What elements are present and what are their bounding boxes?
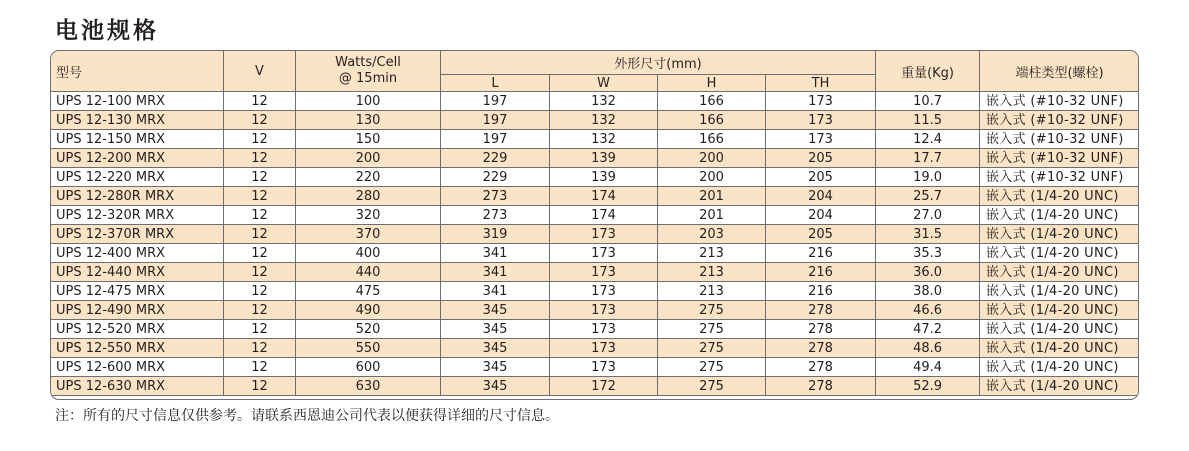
- cell-model: UPS 12-280R MRX: [51, 187, 224, 206]
- cell-model: UPS 12-150 MRX: [51, 130, 224, 149]
- cell-model: UPS 12-130 MRX: [51, 111, 224, 130]
- spec-table-body: [51, 92, 1140, 396]
- cell-total-height: 204: [766, 187, 876, 206]
- cell-model: UPS 12-100 MRX: [51, 92, 224, 111]
- cell-width: 173: [550, 244, 658, 263]
- cell-total-height: 205: [766, 168, 876, 187]
- cell-total-height: 173: [766, 92, 876, 111]
- table-row: [51, 320, 1140, 339]
- cell-model: UPS 12-600 MRX: [51, 358, 224, 377]
- cell-length: 345: [441, 320, 550, 339]
- cell-height: 213: [658, 244, 766, 263]
- cell-weight: 35.3: [876, 244, 980, 263]
- cell-model: UPS 12-220 MRX: [51, 168, 224, 187]
- cell-weight: 19.0: [876, 168, 980, 187]
- cell-length: 319: [441, 225, 550, 244]
- table-row: [51, 92, 1140, 111]
- cell-width: 173: [550, 320, 658, 339]
- cell-terminal: 嵌入式 (1/4-20 UNC): [980, 206, 1139, 225]
- cell-height: 201: [658, 187, 766, 206]
- cell-total-height: 278: [766, 320, 876, 339]
- cell-terminal: 嵌入式 (#10-32 UNF): [980, 111, 1139, 130]
- cell-voltage: 12: [224, 339, 296, 358]
- table-row: [51, 111, 1140, 130]
- table-row: [51, 358, 1140, 377]
- battery-spec-table: [50, 50, 1139, 400]
- cell-width: 172: [550, 377, 658, 396]
- table-row: [51, 168, 1140, 187]
- header-weight: 重量(Kg): [876, 51, 980, 92]
- cell-watts: 130: [296, 111, 441, 130]
- cell-watts: 600: [296, 358, 441, 377]
- cell-length: 341: [441, 263, 550, 282]
- cell-terminal: 嵌入式 (1/4-20 UNC): [980, 263, 1139, 282]
- cell-weight: 17.7: [876, 149, 980, 168]
- cell-watts: 400: [296, 244, 441, 263]
- cell-weight: 49.4: [876, 358, 980, 377]
- cell-weight: 36.0: [876, 263, 980, 282]
- cell-terminal: 嵌入式 (1/4-20 UNC): [980, 225, 1139, 244]
- cell-height: 275: [658, 320, 766, 339]
- cell-length: 345: [441, 358, 550, 377]
- cell-total-height: 204: [766, 206, 876, 225]
- cell-voltage: 12: [224, 320, 296, 339]
- cell-length: 345: [441, 301, 550, 320]
- cell-voltage: 12: [224, 206, 296, 225]
- cell-length: 345: [441, 339, 550, 358]
- cell-voltage: 12: [224, 92, 296, 111]
- cell-voltage: 12: [224, 358, 296, 377]
- cell-total-height: 278: [766, 301, 876, 320]
- header-dimensions: 外形尺寸(mm): [441, 51, 876, 75]
- cell-model: UPS 12-400 MRX: [51, 244, 224, 263]
- cell-total-height: 278: [766, 339, 876, 358]
- table-row: [51, 244, 1140, 263]
- cell-width: 139: [550, 149, 658, 168]
- cell-voltage: 12: [224, 168, 296, 187]
- cell-weight: 27.0: [876, 206, 980, 225]
- cell-total-height: 173: [766, 111, 876, 130]
- table-row: [51, 187, 1140, 206]
- cell-weight: 38.0: [876, 282, 980, 301]
- cell-watts: 550: [296, 339, 441, 358]
- cell-terminal: 嵌入式 (1/4-20 UNC): [980, 358, 1139, 377]
- cell-voltage: 12: [224, 377, 296, 396]
- table-row: [51, 301, 1140, 320]
- header-height: H: [658, 75, 766, 92]
- cell-weight: 10.7: [876, 92, 980, 111]
- cell-model: UPS 12-630 MRX: [51, 377, 224, 396]
- cell-watts: 150: [296, 130, 441, 149]
- cell-voltage: 12: [224, 244, 296, 263]
- cell-model: UPS 12-475 MRX: [51, 282, 224, 301]
- cell-width: 173: [550, 339, 658, 358]
- cell-terminal: 嵌入式 (1/4-20 UNC): [980, 187, 1139, 206]
- cell-voltage: 12: [224, 149, 296, 168]
- header-row: [51, 51, 1140, 75]
- cell-weight: 11.5: [876, 111, 980, 130]
- cell-weight: 46.6: [876, 301, 980, 320]
- cell-voltage: 12: [224, 282, 296, 301]
- cell-width: 173: [550, 282, 658, 301]
- cell-terminal: 嵌入式 (#10-32 UNF): [980, 92, 1139, 111]
- cell-model: UPS 12-550 MRX: [51, 339, 224, 358]
- cell-model: UPS 12-200 MRX: [51, 149, 224, 168]
- spec-table: [50, 50, 1139, 396]
- cell-total-height: 216: [766, 282, 876, 301]
- cell-watts: 475: [296, 282, 441, 301]
- cell-height: 275: [658, 377, 766, 396]
- cell-height: 166: [658, 92, 766, 111]
- cell-watts: 220: [296, 168, 441, 187]
- table-row: [51, 377, 1140, 396]
- cell-weight: 31.5: [876, 225, 980, 244]
- cell-voltage: 12: [224, 187, 296, 206]
- cell-weight: 25.7: [876, 187, 980, 206]
- cell-length: 273: [441, 206, 550, 225]
- cell-watts: 520: [296, 320, 441, 339]
- footnote: 注：所有的尺寸信息仅供参考。请联系西恩迪公司代表以便获得详细的尺寸信息。: [55, 408, 559, 424]
- cell-height: 200: [658, 149, 766, 168]
- cell-watts: 490: [296, 301, 441, 320]
- table-row: [51, 149, 1140, 168]
- header-length: L: [441, 75, 550, 92]
- cell-terminal: 嵌入式 (1/4-20 UNC): [980, 301, 1139, 320]
- cell-watts: 630: [296, 377, 441, 396]
- cell-weight: 12.4: [876, 130, 980, 149]
- cell-total-height: 173: [766, 130, 876, 149]
- cell-length: 229: [441, 149, 550, 168]
- cell-voltage: 12: [224, 130, 296, 149]
- header-model: 型号: [51, 51, 224, 92]
- cell-watts: 280: [296, 187, 441, 206]
- cell-height: 213: [658, 282, 766, 301]
- cell-watts: 320: [296, 206, 441, 225]
- header-watts-line2: @ 15min: [338, 71, 398, 86]
- cell-weight: 47.2: [876, 320, 980, 339]
- cell-width: 173: [550, 263, 658, 282]
- cell-voltage: 12: [224, 301, 296, 320]
- cell-width: 132: [550, 111, 658, 130]
- cell-length: 345: [441, 377, 550, 396]
- cell-terminal: 嵌入式 (1/4-20 UNC): [980, 320, 1139, 339]
- cell-total-height: 205: [766, 149, 876, 168]
- table-row: [51, 225, 1140, 244]
- cell-height: 166: [658, 111, 766, 130]
- cell-total-height: 278: [766, 358, 876, 377]
- header-watts-line1: Watts/Cell: [335, 55, 401, 70]
- cell-height: 275: [658, 358, 766, 377]
- cell-width: 174: [550, 187, 658, 206]
- cell-watts: 370: [296, 225, 441, 244]
- cell-total-height: 205: [766, 225, 876, 244]
- cell-length: 341: [441, 244, 550, 263]
- cell-width: 132: [550, 130, 658, 149]
- cell-height: 203: [658, 225, 766, 244]
- cell-height: 200: [658, 168, 766, 187]
- cell-total-height: 278: [766, 377, 876, 396]
- cell-height: 201: [658, 206, 766, 225]
- cell-voltage: 12: [224, 225, 296, 244]
- header-watts: [296, 51, 441, 92]
- cell-weight: 48.6: [876, 339, 980, 358]
- cell-length: 341: [441, 282, 550, 301]
- cell-height: 213: [658, 263, 766, 282]
- header-total-height: TH: [766, 75, 876, 92]
- cell-terminal: 嵌入式 (#10-32 UNF): [980, 130, 1139, 149]
- cell-length: 197: [441, 111, 550, 130]
- table-row: [51, 263, 1140, 282]
- cell-length: 229: [441, 168, 550, 187]
- cell-model: UPS 12-440 MRX: [51, 263, 224, 282]
- page-title: 电池规格: [55, 18, 159, 44]
- cell-width: 173: [550, 358, 658, 377]
- cell-model: UPS 12-490 MRX: [51, 301, 224, 320]
- cell-weight: 52.9: [876, 377, 980, 396]
- table-row: [51, 282, 1140, 301]
- cell-length: 197: [441, 92, 550, 111]
- cell-width: 174: [550, 206, 658, 225]
- cell-terminal: 嵌入式 (#10-32 UNF): [980, 168, 1139, 187]
- cell-terminal: 嵌入式 (1/4-20 UNC): [980, 244, 1139, 263]
- cell-height: 166: [658, 130, 766, 149]
- table-row: [51, 339, 1140, 358]
- cell-height: 275: [658, 339, 766, 358]
- cell-terminal: 嵌入式 (1/4-20 UNC): [980, 339, 1139, 358]
- cell-terminal: 嵌入式 (1/4-20 UNC): [980, 377, 1139, 396]
- cell-width: 173: [550, 301, 658, 320]
- cell-total-height: 216: [766, 263, 876, 282]
- cell-width: 139: [550, 168, 658, 187]
- header-voltage: V: [224, 51, 296, 92]
- cell-terminal: 嵌入式 (#10-32 UNF): [980, 149, 1139, 168]
- cell-total-height: 216: [766, 244, 876, 263]
- cell-length: 197: [441, 130, 550, 149]
- table-row: [51, 206, 1140, 225]
- cell-model: UPS 12-320R MRX: [51, 206, 224, 225]
- header-terminal: 端柱类型(螺栓): [980, 51, 1139, 92]
- cell-voltage: 12: [224, 263, 296, 282]
- table-row: [51, 130, 1140, 149]
- cell-terminal: 嵌入式 (1/4-20 UNC): [980, 282, 1139, 301]
- cell-width: 132: [550, 92, 658, 111]
- cell-model: UPS 12-520 MRX: [51, 320, 224, 339]
- cell-watts: 100: [296, 92, 441, 111]
- cell-watts: 200: [296, 149, 441, 168]
- cell-model: UPS 12-370R MRX: [51, 225, 224, 244]
- cell-height: 275: [658, 301, 766, 320]
- header-width: W: [550, 75, 658, 92]
- cell-width: 173: [550, 225, 658, 244]
- cell-voltage: 12: [224, 111, 296, 130]
- cell-length: 273: [441, 187, 550, 206]
- cell-watts: 440: [296, 263, 441, 282]
